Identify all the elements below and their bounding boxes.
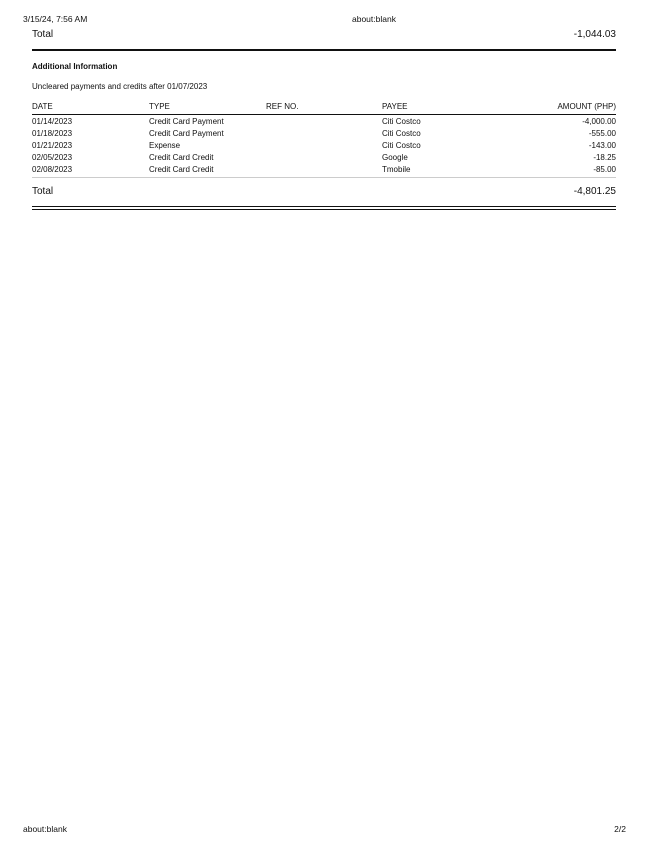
row-date: 02/08/2023 [32,165,73,174]
row-payee: Citi Costco [382,141,421,150]
row-amount: -85.00 [593,165,616,174]
row-type: Credit Card Credit [149,153,214,162]
row-payee: Citi Costco [382,129,421,138]
additional-total-row [32,186,616,200]
col-amount: AMOUNT (PHP) [557,102,616,111]
row-date: 02/05/2023 [32,153,73,162]
table-row [32,117,616,129]
row-amount: -4,000.00 [582,117,616,126]
previous-total-label: Total [32,29,54,40]
table-row [32,153,616,165]
row-date: 01/18/2023 [32,129,73,138]
table-header [32,102,616,115]
row-payee: Google [382,153,408,162]
print-datetime: 3/15/24, 7:56 AM [23,14,88,24]
total-divider [32,177,616,178]
row-type: Credit Card Credit [149,165,214,174]
print-footer-url: about:blank [23,824,67,834]
row-payee: Tmobile [382,165,411,174]
col-payee: PAYEE [382,102,408,111]
previous-total-value: -1,044.03 [573,29,616,40]
table-row [32,129,616,141]
table-row [32,165,616,177]
additional-info-subtitle: Uncleared payments and credits after 01/07/2023 [32,82,208,91]
col-date: DATE [32,102,53,111]
additional-total-value: -4,801.25 [573,186,616,197]
print-page-number: 2/2 [614,824,626,834]
col-ref-no: REF NO. [266,102,299,111]
row-amount: -143.00 [588,141,616,150]
row-type: Expense [149,141,181,150]
row-amount: -18.25 [593,153,616,162]
col-type: TYPE [149,102,170,111]
row-payee: Citi Costco [382,117,421,126]
additional-info-title: Additional Information [32,62,118,71]
double-underline [32,206,616,210]
additional-total-label: Total [32,186,54,197]
row-date: 01/14/2023 [32,117,73,126]
row-amount: -555.00 [588,129,616,138]
previous-total-row [32,29,616,43]
row-date: 01/21/2023 [32,141,73,150]
print-title: about:blank [352,14,396,24]
row-type: Credit Card Payment [149,129,224,138]
section-divider [32,49,616,51]
table-row [32,141,616,153]
row-type: Credit Card Payment [149,117,224,126]
